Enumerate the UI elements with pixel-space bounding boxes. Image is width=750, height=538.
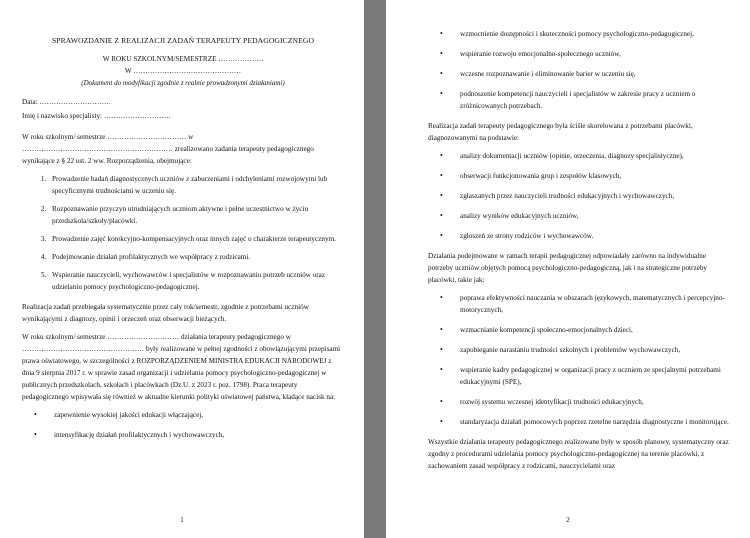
paragraph: W roku szkolnym/ semestrze ………………………… działania terapeuty pedagogicznego w …………………………………………… były realizowane w pełnej zgodności z obowiązującymi przepisami prawa oświatowego, w szczególności z ROZPORZĄDZENIEM MINISTRA EDUKACJI NARODOWEJ z dnia 9 sierpnia 2017 r. w sprawie zasad organizacji i udzielania pomocy psychologiczno-pedagogicznej w publicznych przedszkolach, szkołach i placówkach (Dz.U. z 2023 r. poz. 1798). Praca terapeuty pedagogicznego wpisywała się również w aktualne kierunki polityki oświatowej państwa, kładące nacisk na: [22,333,341,401]
tasks-list [22,173,344,293]
document-page-1 [0,0,364,538]
specialist-name-line: Imię i nazwisko specjalisty: ………………………. [22,112,171,120]
paragraph: Realizacja zadań terapeuty pedagogicznego była ściśle skorelowana z potrzebami placówki, diagnozowanymi na podstawie: [428,122,693,142]
paragraph: Realizacja zadań przebiegała systematycznie przez cały rok/semestr, zgodnie z potrzebami uczniów wynikającymi z diagnozy, opinii i orzeczeń oraz obserwacji bieżących. [22,303,309,323]
list-item: • rozwój systemu wczesnej identyfikacji trudności edukacyjnych, [454,396,732,408]
list-item: 3. Prowadzenie zajęć korekcyjno-kompensacyjnych oraz innych zajęć o charakterze terapeutycznym. [48,233,344,245]
list-item: • zapobieganie narastaniu trudności szkolnych i problemów wychowawczych, [454,344,732,356]
page-number: 2 [566,516,570,524]
bullet-list [428,150,732,242]
paragraph: Działania podejmowane w ramach terapii pedagogicznej odpowiadały zarówno na indywidualne potrzeby uczniów objętych pomocą psychologiczno-pedagogiczną, jak i na strategiczne potrzeby placówki, takie jak: [428,252,708,284]
list-item: 4. Podejmowanie działań profilaktycznych we współpracy z rodzicami. [48,251,344,263]
date-line: Data: ………………………… [22,98,112,106]
list-item: • zapewnienie wysokiej jakości edukacji włączającej, [48,409,344,421]
list-item: • podnoszenie kompetencji nauczycieli i specjalistów w zakresie pracy z uczniem o zróżnicowanych potrzebach. [454,88,732,112]
list-item: • standaryzacja działań pomocowych poprzez rzetelne narzędzia diagnostyczne i monitorujące. [454,416,732,428]
list-item: 5. Wspieranie nauczycieli, wychowawców i specjalistów w rozpoznawaniu potrzeb uczniów oraz udzielaniu pomocy psychologiczno-pedagogicznej. [48,269,344,293]
list-item: • zgłaszanych przez nauczycieli trudności edukacyjnych i wychowawczych, [454,190,732,202]
list-item: • obserwacji funkcjonowania grup i zespołów klasowych, [454,170,732,182]
list-item: • wspieranie rozwoju emocjonalno-społecznego uczniów, [454,48,732,60]
list-item: • wspieranie kadry pedagogicznej w organizacji pracy z uczniem ze specjalnymi potrzebami edukacyjnymi (SPE), [454,364,732,388]
modification-note: (Dokument do modyfikacji zgodnie z realnie prowadzonymi działaniami) [81,79,285,87]
bullet-list [22,409,344,441]
bullet-list [428,28,732,112]
document-title: SPRAWOZDANIE Z REALIZACJI ZADAŃ TERAPEUTY PEDAGOGICZNEGO [51,36,315,45]
list-item: 1. Prowadzenie badań diagnostycznych uczniów z zaburzeniami i odchyleniami rozwojowymi lub specyficznymi trudnościami w uczeniu się. [48,173,344,197]
bullet-list [428,292,732,428]
list-item: • wzmocnienie dostępności i skuteczności pomocy psychologiczno-pedagogicznej, [454,28,732,40]
list-item: • analizy wyników edukacyjnych uczniów, [454,210,732,222]
list-item: • intensyfikację działań profilaktycznych i wychowawczych, [48,429,344,441]
list-item: • wczesne rozpoznawanie i eliminowanie barier w uczeniu się, [454,68,732,80]
list-item: • analizy dokumentacji uczniów (opinie, orzeczenia, diagnozy specjalistyczne), [454,150,732,162]
intro-paragraph: W roku szkolnym/ semestrze …………………………… w ……………………………………………………… zrealizowano zadania terapeuty pedagogicznego wynikające z § 22 ust. 2 ww. Rozporządzenia, obejmujące: [22,133,314,165]
document-page-2 [386,0,750,538]
page-gap [364,0,386,538]
list-item: 2. Rozpoznawanie przyczyn utrudniających uczniom aktywne i pełne uczestnictwo w życiu przedszkola/szkoły/placówki. [48,203,344,227]
location-line: W ……………………………………… [124,67,242,75]
list-item: • poprawa efektywności nauczania w obszarach językowych, matematycznych i percepcyjno-motorycznych, [454,292,732,316]
list-item: • wzmacnianie kompetencji społeczno-emocjonalnych dzieci, [454,324,732,336]
page-number: 1 [180,516,184,524]
list-item: • zgłoszeń ze strony rodziców i wychowawców. [454,230,732,242]
year-line: W ROKU SZKOLNYM/SEMESTRZE ………………. [102,55,264,63]
paragraph: Wszystkie działania terapeuty pedagogicznego realizowane były w sposób planowy, systematyczny oraz zgodny z procedurami udzielania pomocy psychologiczno-pedagogicznej na terenie placówki, z zachowaniem zasad współpracy z rodzicami, nauczycielami oraz [428,438,729,470]
